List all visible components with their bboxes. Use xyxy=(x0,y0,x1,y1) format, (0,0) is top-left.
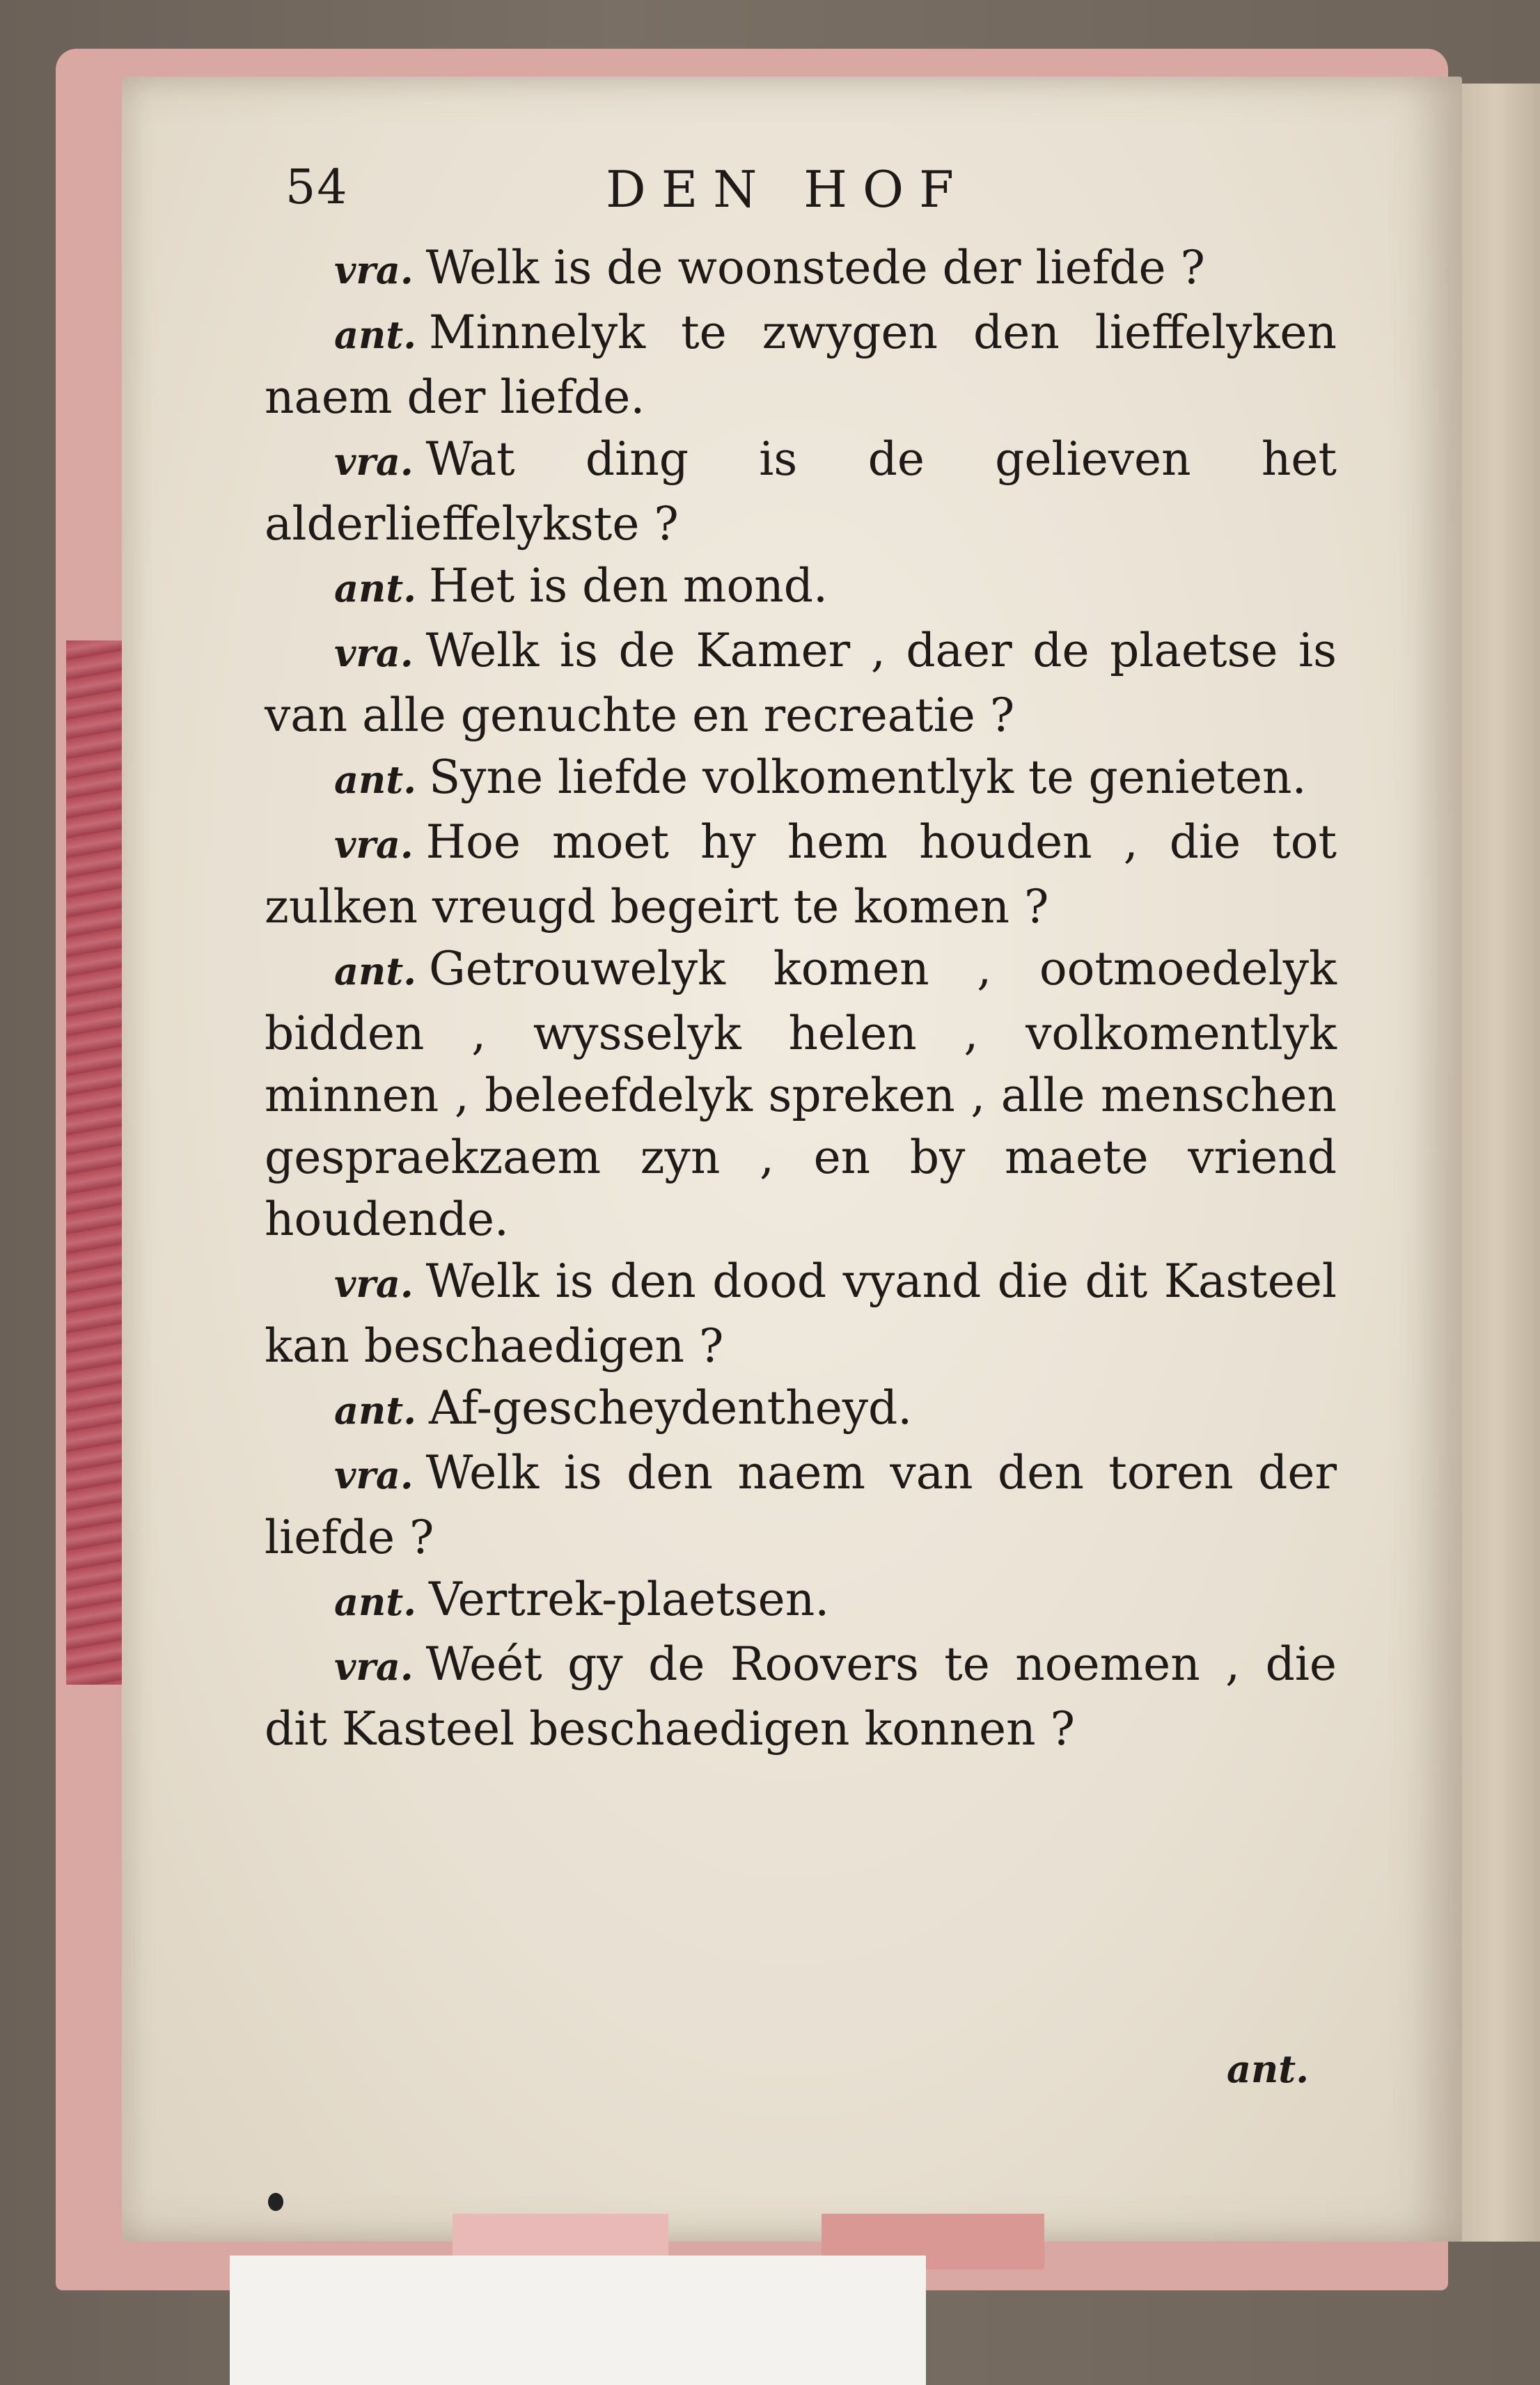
table-surface xyxy=(230,2256,926,2385)
speaker-label: ant. xyxy=(334,566,416,611)
dialogue-entry xyxy=(265,1442,1337,1568)
entry-text: Syne liefde volkomentlyk te genieten. xyxy=(429,750,1307,804)
speaker-label: vra. xyxy=(334,248,414,292)
entry-text: Getrouwelyk komen , ootmoedelyk bidden , wysselyk helen , volkomentlyk minnen , beleefdelyk spreken , alle menschen gespraekzaem zyn , en by maete vriend houdende. xyxy=(265,942,1337,1246)
speaker-label: vra. xyxy=(334,631,414,675)
entry-text: Welk is de Kamer , daer de plaetse is van alle genuchte en recreatie ? xyxy=(265,624,1337,742)
catchword: ant. xyxy=(1227,2047,1309,2091)
entry-text: Welk is den dood vyand die dit Kasteel kan beschaedigen ? xyxy=(265,1254,1337,1373)
speaker-label: vra. xyxy=(334,1261,414,1306)
dialogue-entry xyxy=(265,1250,1337,1377)
dialogue-entry xyxy=(265,1377,1337,1442)
speaker-label: vra. xyxy=(334,1453,414,1497)
speaker-label: ant. xyxy=(334,1388,416,1433)
dialogue-entry xyxy=(265,620,1337,746)
speaker-label: ant. xyxy=(334,949,416,993)
dialogue-entry xyxy=(265,301,1337,428)
ink-spot xyxy=(268,2193,283,2211)
speaker-label: ant. xyxy=(334,313,416,357)
page-text xyxy=(265,160,1337,2091)
speaker-label: vra. xyxy=(334,1644,414,1689)
entry-text: Minnelyk te zwygen den lieffelyken naem der liefde. xyxy=(265,306,1337,424)
entry-text: Het is den mond. xyxy=(429,559,828,613)
speaker-label: ant. xyxy=(334,757,416,802)
entry-text: Vertrek-plaetsen. xyxy=(429,1573,830,1626)
speaker-label: vra. xyxy=(334,822,414,867)
dialogue-entry xyxy=(265,1568,1337,1633)
speaker-label: ant. xyxy=(334,1580,416,1624)
entry-text: Welk is de woonstede der liefde ? xyxy=(425,241,1205,294)
dialogue-entry xyxy=(265,555,1337,620)
entry-text: Wat ding is de gelieven het alderlieffelykste ? xyxy=(265,432,1337,551)
dialogue-entry xyxy=(265,237,1337,301)
dialogue-entry xyxy=(265,746,1337,811)
dialogue-entry xyxy=(265,811,1337,938)
speaker-label: vra. xyxy=(334,439,414,484)
running-head: DEN HOF xyxy=(606,160,969,219)
marbled-cover-edge xyxy=(66,640,125,1685)
page-header xyxy=(265,160,1337,237)
entry-text: Hoe moet hy hem houden , die tot zulken vreugd begeirt te komen ? xyxy=(265,815,1337,934)
entry-text: Weét gy de Roovers te noemen , die dit Kasteel beschaedigen konnen ? xyxy=(265,1637,1337,1756)
dialogue-entry xyxy=(265,938,1337,1250)
facing-page-edge xyxy=(1452,84,1540,2242)
dialogue-entry xyxy=(265,428,1337,555)
page-number: 54 xyxy=(285,160,349,215)
entry-text: Welk is den naem van den toren der liefde ? xyxy=(265,1446,1337,1564)
entry-text: Af-gescheydentheyd. xyxy=(429,1381,913,1435)
dialogue-entry xyxy=(265,1633,1337,1760)
